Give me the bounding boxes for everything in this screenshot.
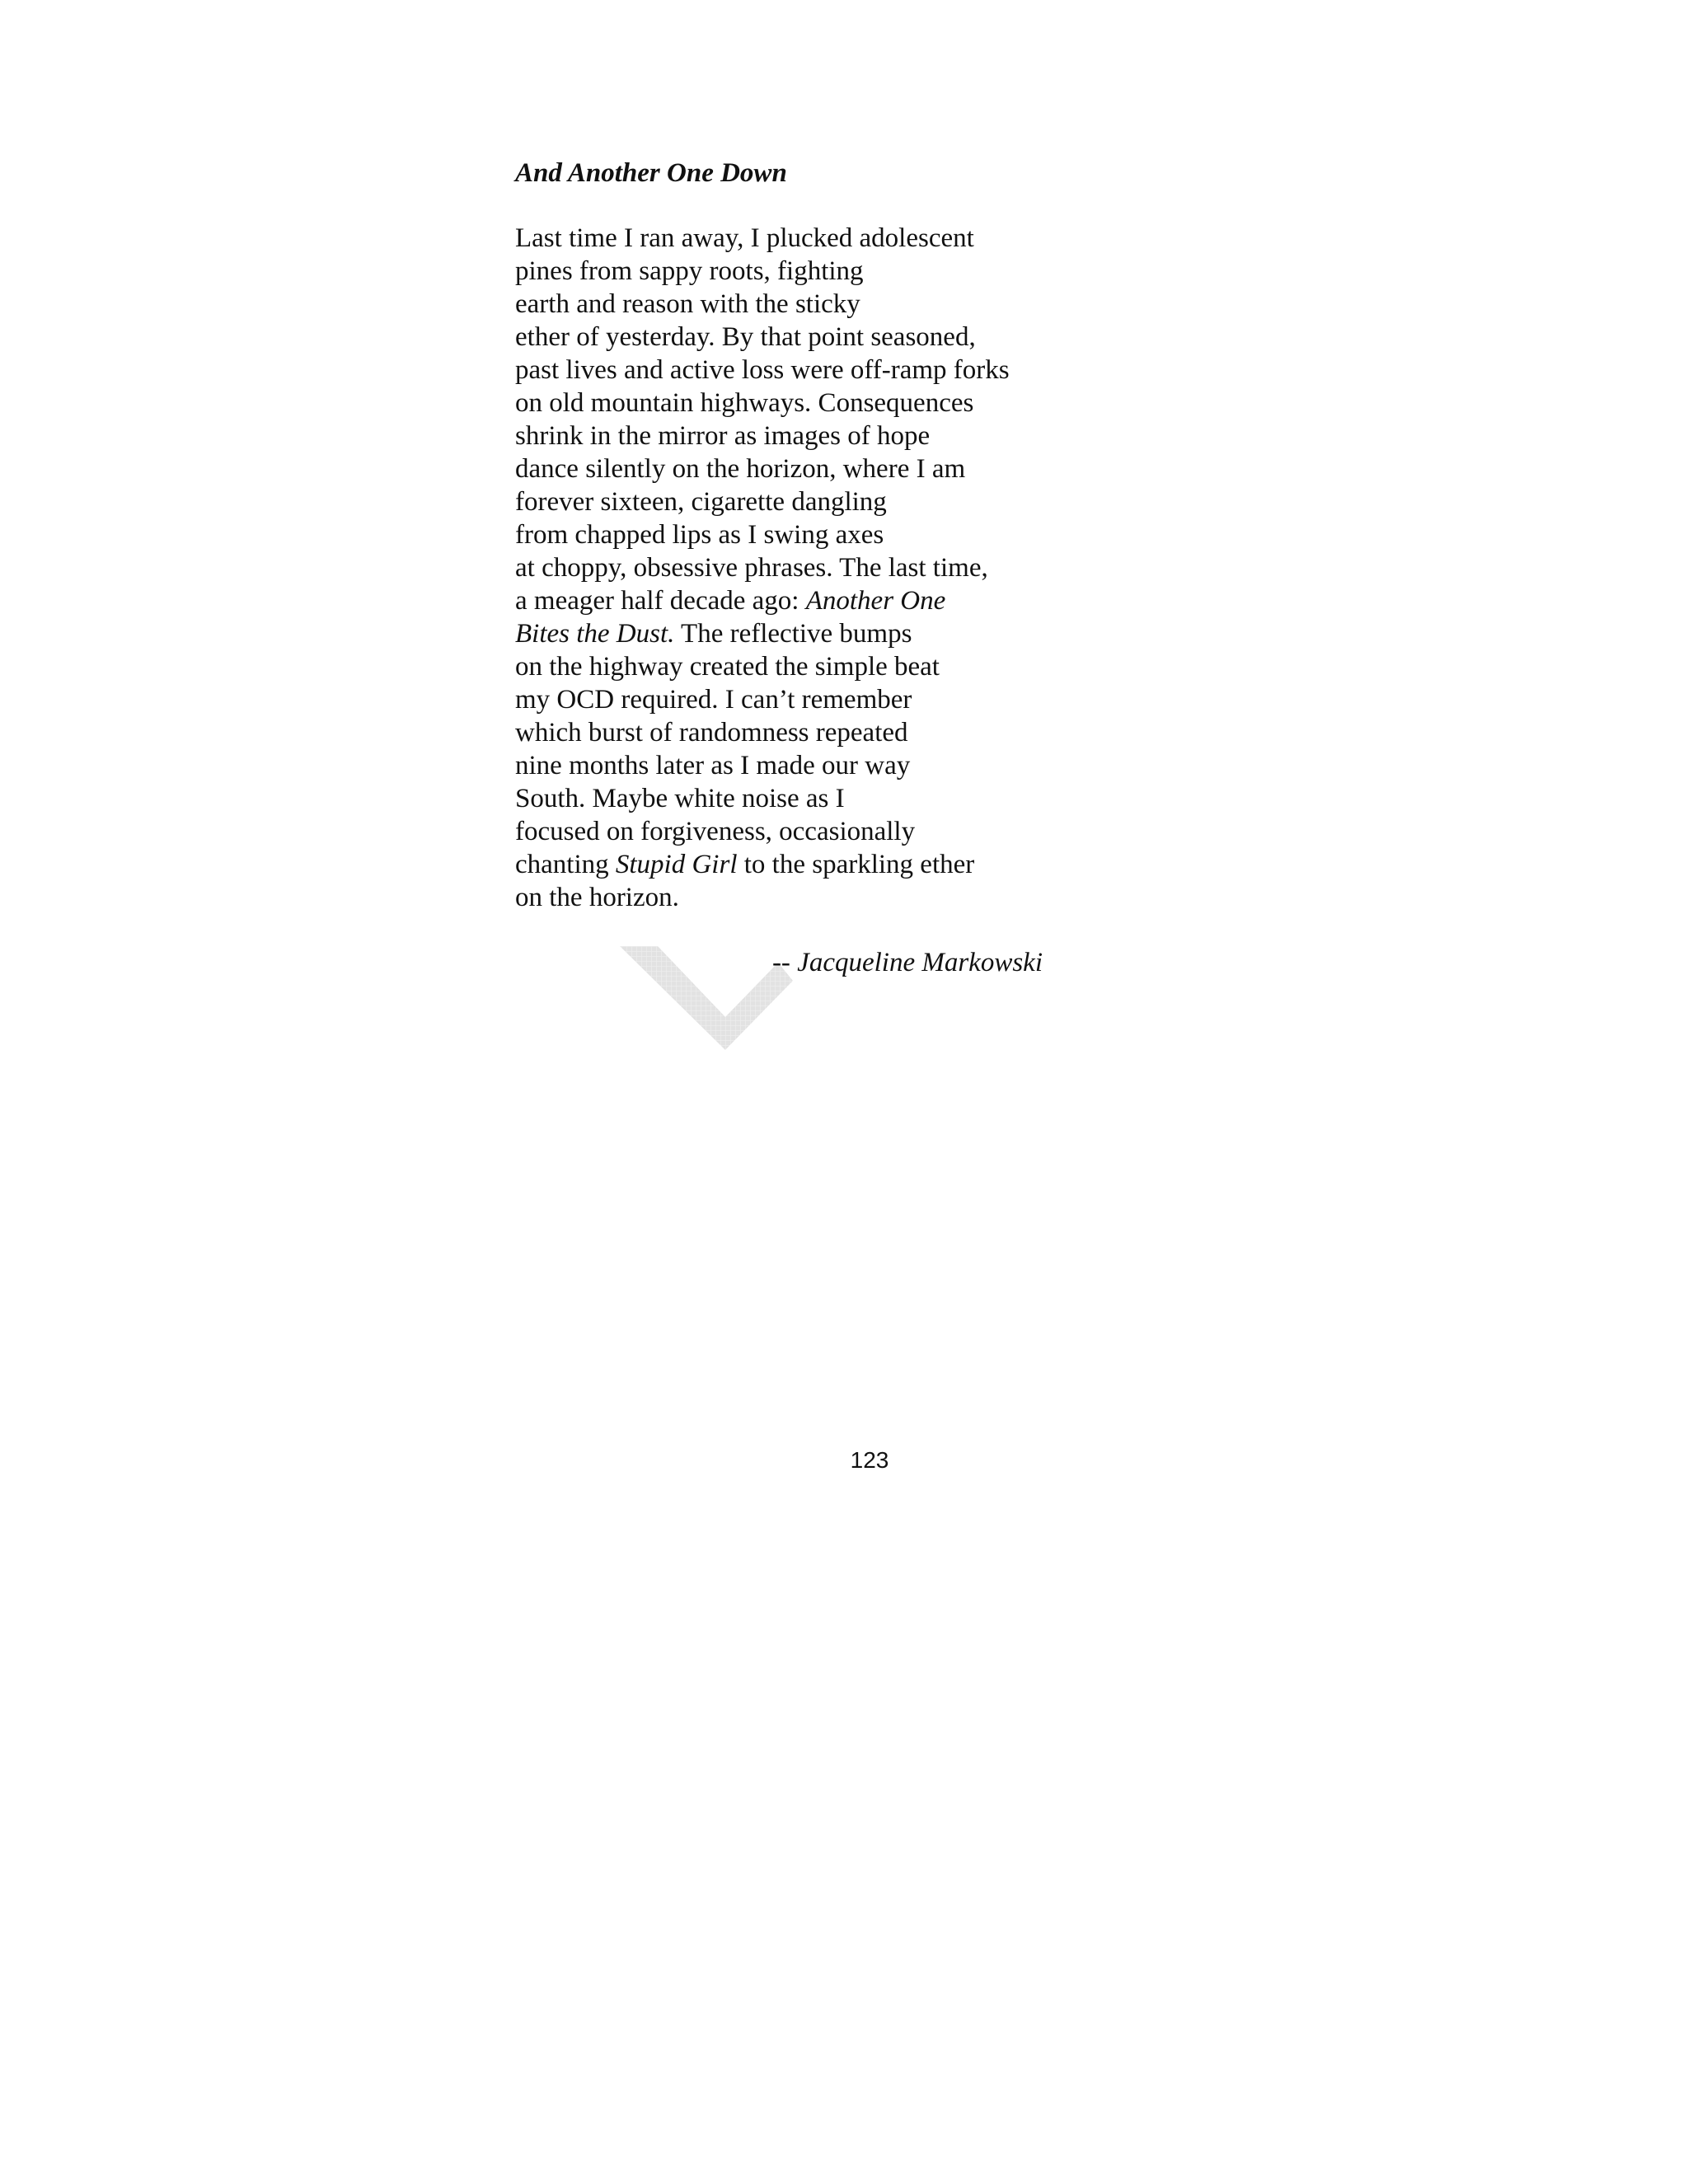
poem-line	[515, 551, 1043, 584]
poem-line	[515, 881, 1043, 914]
poem-line	[515, 452, 1043, 485]
author-name: Jacqueline Markowski	[797, 948, 1043, 977]
poem-line-text: dance silently on the horizon, where I am	[515, 454, 966, 484]
poem-line-text: on the horizon.	[515, 883, 679, 912]
poem-line	[515, 584, 1043, 617]
poem-line	[515, 782, 1043, 815]
poem-line-italic-text: Bites the Dust.	[515, 619, 675, 649]
poem-line-text: focused on forgiveness, occasionally	[515, 817, 916, 846]
poem-line	[515, 354, 1043, 387]
poem-body	[515, 222, 1043, 914]
watermark-shape	[620, 946, 793, 1050]
poem-line-text: my OCD required. I can’t remember	[515, 685, 912, 715]
poem-line-text: The reflective bumps	[674, 619, 912, 649]
poem-line-text: nine months later as I made our way	[515, 751, 911, 780]
poem-line-text: from chapped lips as I swing axes	[515, 520, 884, 550]
poem-line-italic-text: Stupid Girl	[615, 850, 738, 879]
attribution-dash: --	[771, 948, 798, 977]
poem-line-text: at choppy, obsessive phrases. The last time,	[515, 553, 988, 583]
poem-line	[515, 617, 1043, 650]
poem-line-text: shrink in the mirror as images of hope	[515, 421, 931, 451]
poem-line	[515, 387, 1043, 419]
poem-line	[515, 288, 1043, 321]
poem-line	[515, 749, 1043, 782]
poem-line	[515, 485, 1043, 518]
poem-line	[515, 650, 1043, 683]
poem-line-text: past lives and active loss were off-ramp forks	[515, 355, 1010, 385]
poem-line-text: chanting	[515, 850, 616, 879]
poem-line-text: which burst of randomness repeated	[515, 718, 908, 748]
poem-line	[515, 321, 1043, 354]
poem-line-text: pines from sappy roots, fighting	[515, 256, 864, 286]
poem-line-text: to the sparkling ether	[737, 850, 975, 879]
poem-line-text: earth and reason with the sticky	[515, 289, 860, 319]
poem-line	[515, 518, 1043, 551]
poem-line-text: ether of yesterday. By that point seasoned,	[515, 322, 976, 352]
poem-line-text: a meager half decade ago:	[515, 586, 806, 616]
poem-line-text: Last time I ran away, I plucked adolescent	[515, 223, 974, 253]
poem-line-text: forever sixteen, cigarette dangling	[515, 487, 887, 517]
poem-title: And Another One Down	[515, 158, 787, 188]
poem-line	[515, 716, 1043, 749]
poem	[515, 157, 1043, 914]
poem-line	[515, 255, 1043, 288]
poem-line	[515, 848, 1043, 881]
poem-line-text: on the highway created the simple beat	[515, 652, 940, 682]
poem-line	[515, 815, 1043, 848]
poem-line-text: on old mountain highways. Consequences	[515, 388, 974, 418]
poem-line-italic-text: Another One	[805, 586, 946, 616]
page-number: 123	[850, 1447, 889, 1473]
poem-line-text: South. Maybe white noise as I	[515, 784, 845, 813]
poem-line	[515, 683, 1043, 716]
poem-attribution	[772, 946, 1043, 979]
poem-line	[515, 419, 1043, 452]
poem-line	[515, 222, 1043, 255]
